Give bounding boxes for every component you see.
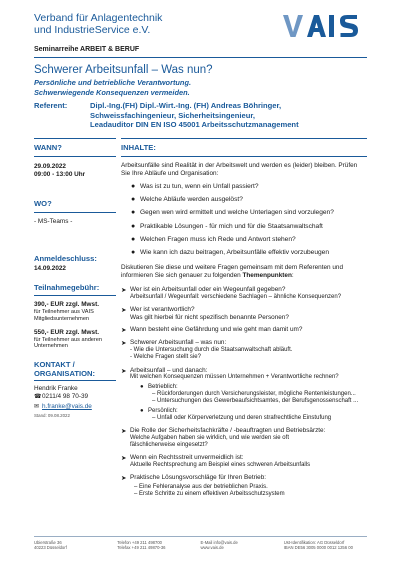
phone-icon: ☎ [34, 394, 42, 401]
contact-heading-2: ORGANISATION: [34, 369, 96, 379]
header-divider [34, 57, 367, 58]
arrow-icon: ➤ [121, 475, 127, 483]
content [121, 143, 367, 499]
fee-members-note: für Teilnehmer aus VAIS Mitgliedsunternehmen [34, 309, 94, 322]
contact-heading-1: KONTAKT / [34, 360, 75, 370]
discussion-text: Diskutieren Sie diese und weitere Fragen gemeinsam mit dem Referenten und informieren Sie sich genauer zu folgenden Themenpunkten: [121, 263, 344, 279]
seminar-series: Seminarreihe ARBEIT & BERUF [34, 46, 140, 53]
event-location: - MS-Teams - [34, 218, 73, 225]
topic-item: ➤ Arbeitsunfall – und danach: Mit welchen Konsequenzen müssen Unternehmen + Verantwortliche rechnen? ● Betrieblich: – Rückforderungen durch Versicherungsleister, mögliche Rentenleistungen... – Untersuchungen des Gewerbeaufsichtsamtes, der Berufsgenossenschaft ... ● Persönlich: – Unfall oder Körperverletzung und deren strafrechtliche Einstufung [121, 366, 359, 421]
mail-icon: ✉ [34, 404, 40, 411]
event-time: 09:00 - 13:00 Uhr [34, 171, 86, 178]
organization-name [34, 12, 162, 36]
contact-name: Hendrik Franke [34, 385, 78, 393]
content-divider [121, 138, 367, 139]
list-item: ● Gegen wen wird ermittelt und welche Unterlagen sind vorzulegen? [131, 209, 334, 217]
sidebar [34, 143, 120, 418]
footer-iban: IBAN DE56 3005 0000 0012 1256 00 [283, 545, 353, 551]
org-line-1: Verband für Anlagentechnik [34, 12, 163, 24]
referent-label: Referent: [34, 101, 68, 110]
fee-members: 390,- EUR zzgl. Mwst. [34, 301, 99, 308]
arrow-icon: ➤ [121, 306, 127, 314]
footer [34, 540, 367, 550]
footer-phone: Telefon +49 211 498700 [117, 540, 162, 545]
phone-number: 0211/4 98 70-39 [42, 393, 89, 401]
stand-date: Stand: 09.08.2022 [34, 413, 70, 419]
topic-item: ➤ Wenn ein Rechtsstreit unvermeidlich ist: Aktuelle Rechtsprechung am Beispiel eines schweren Arbeitsunfalls [121, 454, 311, 469]
deadline-heading: Anmeldeschluss: [34, 254, 97, 263]
content-heading: INHALTE: [121, 143, 156, 152]
fee-heading: Teilnahmegebühr: [34, 283, 100, 292]
footer-divider [34, 536, 367, 537]
topic-item: ➤ Wer ist ein Arbeitsunfall oder ein Wegeunfall gegeben? Arbeitsunfall / Wegeunfall: verschiedene Sachlagen – ähnliche Konsequenzen? [121, 285, 342, 300]
footer-web: www.vais.de [200, 545, 224, 551]
topic-item: ➤ Die Rolle der Sicherheitsfachkräfte / -beauftragten und Betriebsärzte: Welche Aufgaben haben sie wirklich, und wie werden sie oft fälschlicherweise eingesetzt? [121, 427, 326, 449]
footer-address: Ubierstraße 36 [34, 540, 62, 545]
topic-item: ➤ Wann besteht eine Gefährdung und wie geht man damit um? [121, 326, 303, 335]
fee-others: 550,- EUR zzgl. Mwst. [34, 328, 99, 336]
arrow-icon: ➤ [121, 428, 127, 436]
list-item: ● Wie kann ich dazu beitragen, Arbeitsunfälle effektiv vorzubeugen [131, 248, 330, 256]
email-link[interactable]: h.franke@vais.de [42, 403, 92, 411]
footer-fax: Telefax +49 211 49870-36 [117, 545, 166, 551]
arrow-icon: ➤ [121, 340, 127, 348]
topic-item: ➤ Wer ist verantwortlich? Was gilt hierbei für nicht spezifisch benannte Personen? [121, 305, 289, 321]
topic-item: ➤ Schwerer Arbeitsunfall – was nun: - Wie die Untersuchung durch die Staatsanwaltschaft abläuft. - Welche Fragen stellt sie? [121, 339, 293, 361]
event-date: 29.09.2022 [34, 163, 66, 170]
fee-others-note: für Teilnehmer aus anderen Unternehmen [34, 336, 102, 350]
referent-line: Leadauditor DIN EN ISO 45001 Arbeitsschutzmanagement [90, 120, 299, 129]
page-title: Schwerer Arbeitsunfall – Was nun? [34, 64, 213, 76]
list-item: ● Welchen Fragen muss ich Rede und Antwort stehen? [131, 235, 296, 243]
referent-details [90, 101, 299, 130]
referent-line: Dipl.-Ing.(FH) Dipl.-Wirt.-Ing. (FH) Andreas Böhringer, [90, 101, 282, 110]
topic-item: ➤ Praktische Lösungsvorschläge für Ihren Betrieb: – Eine Fehleranalyse aus der betrieblichen Praxis. – Erste Schritte zu einem effektiven Arbeitsschutzsystem [121, 474, 285, 498]
footer-city: 40223 Düsseldorf [34, 545, 67, 551]
where-heading: WO? [34, 199, 52, 208]
arrow-icon: ➤ [121, 327, 127, 335]
contact-phone [34, 393, 120, 401]
contact-email[interactable] [34, 403, 120, 411]
topic-list [121, 286, 367, 499]
divider [34, 295, 116, 296]
divider [34, 380, 116, 381]
footer-email: E-Mail info@vais.de [200, 540, 238, 545]
org-line-2: und IndustrieService e.V. [34, 24, 151, 36]
deadline-date: 14.09.2022 [34, 265, 66, 272]
divider [121, 156, 367, 157]
sidebar-divider [34, 138, 116, 139]
subtitle-line-1: Persönliche und betriebliche Verantwortung. [34, 78, 192, 87]
arrow-icon: ➤ [121, 286, 127, 294]
intro-text: Arbeitsunfälle sind Realität in der Arbeitswelt und werden es (leider) bleiben. Prüfen Sie Ihre Abläufe und Organisation: [121, 162, 358, 177]
divider [34, 156, 116, 157]
list-item: ● Welche Abläufe werden ausgelöst? [131, 196, 243, 204]
when-heading: WANN? [34, 143, 62, 152]
arrow-icon: ➤ [121, 367, 127, 375]
arrow-icon: ➤ [121, 455, 127, 463]
footer-tax-id: Ust-Identifikation: AG Düsseldorf [283, 540, 345, 545]
list-item: ● Praktikable Lösungen - für mich und für die Staatsanwaltschaft [131, 222, 323, 230]
subtitle [34, 78, 191, 97]
vais-logo [282, 13, 364, 39]
topics-emphasis: Themenpunkten [242, 271, 292, 279]
referent-line: Schweissfachingenieur, Sicherheitsingenieur, [90, 110, 256, 120]
subtitle-line-2: Schwerwiegende Konsequenzen vermeiden. [34, 87, 190, 97]
list-item: ● Was ist zu tun, wenn ein Unfall passiert? [131, 183, 259, 190]
question-list [121, 183, 367, 257]
divider [34, 212, 116, 213]
